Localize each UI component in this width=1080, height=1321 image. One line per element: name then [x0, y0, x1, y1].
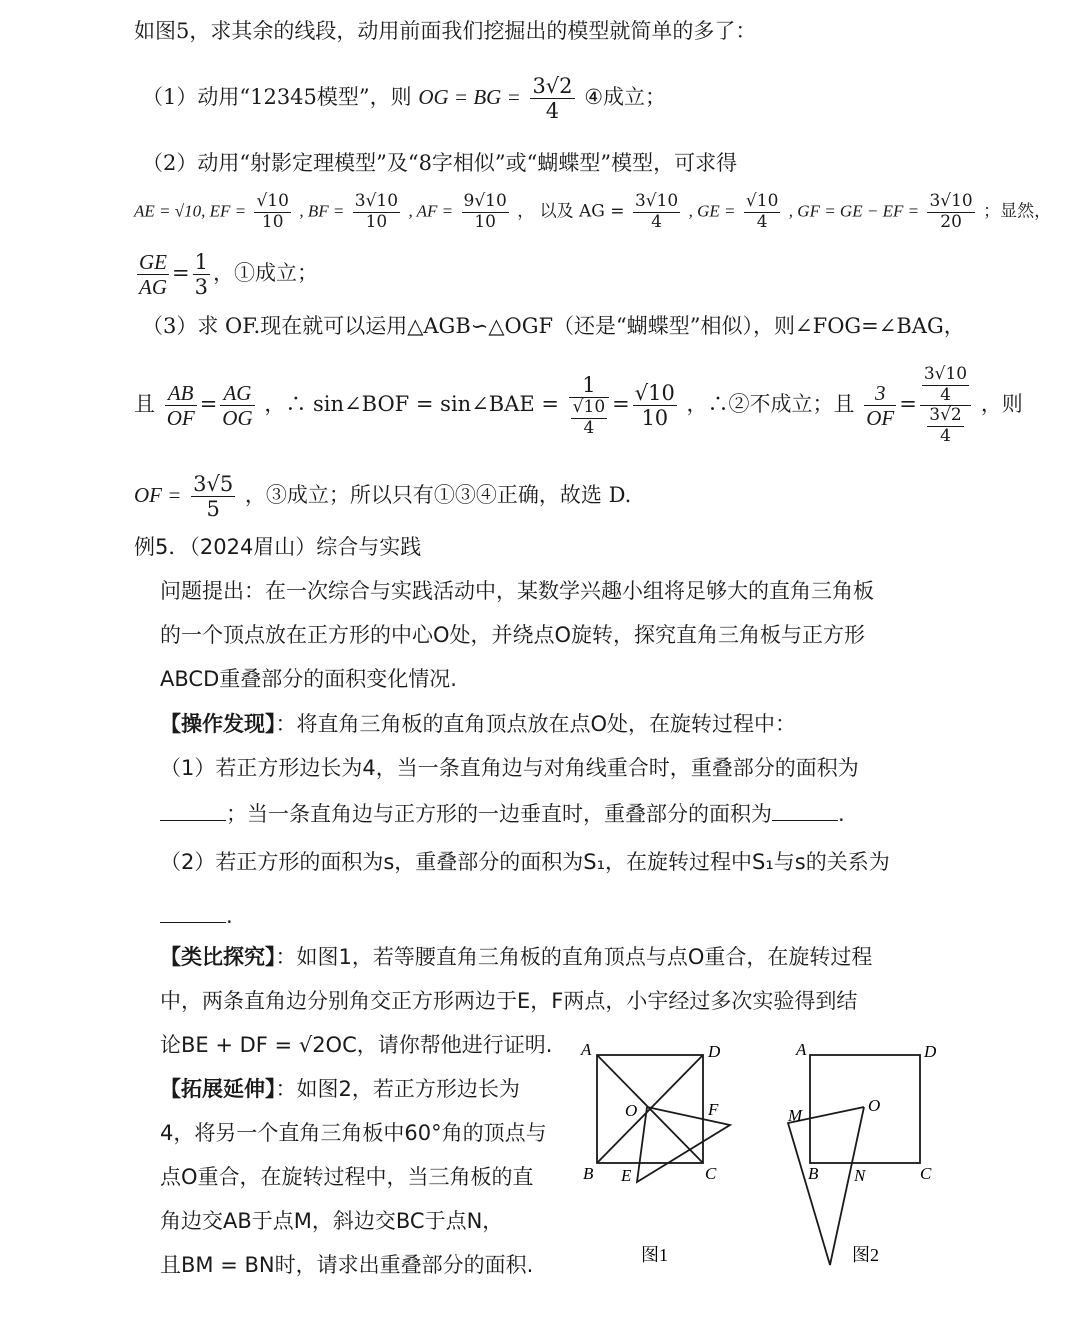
fig2-label-n: N — [854, 1166, 866, 1185]
fig2-label-c: C — [920, 1164, 932, 1183]
fig1-label-o: O — [625, 1101, 638, 1120]
answer-blank-3[interactable] — [160, 904, 226, 923]
operation-line: 【操作发现】：将直角三角板的直角顶点放在点O处，在旋转过程中： — [160, 712, 797, 736]
fig1-label-a: A — [581, 1040, 592, 1059]
problem-line-2: 的一个顶点放在正方形的中心O处，并绕点O旋转，探究直角三角板与正方形 — [160, 623, 866, 647]
answer-blank-2[interactable] — [772, 802, 838, 821]
fig1-caption: 图1 — [641, 1245, 668, 1265]
question-2: （2）若正方形的面积为s，重叠部分的面积为S₁，在旋转过程中S₁与s的关系为 — [160, 850, 890, 874]
fig2-label-b: B — [808, 1164, 819, 1183]
fig1-label-d: D — [708, 1042, 721, 1061]
analog-line-1: 【类比探究】：如图1，若等腰直角三角板的直角顶点与点O重合，在旋转过程 — [160, 945, 873, 969]
extension-line-1: 【拓展延伸】：如图2，若正方形边长为 — [160, 1077, 520, 1101]
example-title: 例5．（2024眉山）综合与实践 — [134, 535, 422, 559]
fig2-label-m: M — [788, 1106, 803, 1125]
step1-line — [142, 74, 666, 123]
fig1-label-b: B — [583, 1164, 594, 1183]
fig2-triangle — [788, 1107, 864, 1265]
step3-result: OF = $\frac{3√5}{5}$ ，③成立；所以只有①③④正确，故选 D. — [134, 472, 632, 522]
extension-line-5: 且BM = BN时，请求出重叠部分的面积. — [160, 1253, 534, 1277]
step3-line1: （3）求 OF.现在就可以运用△AGB∽△OGF（还是“蝴蝶型”相似），则∠FOG=∠BAG， — [142, 314, 965, 338]
step3-equations: 且 $\frac{AB}{OF}$ = $\frac{AG}{OG}$ ，∴ sin∠BOF = sin∠BAE = $\frac{1}{\frac{√10}{4}}$ = $\frac{√10}{10}$ ，∴②不成立；且 $\frac{3}{OF}$ = $\frac{\frac{3√10}{4}}{\frac{3√2}{4}}$ ，则 — [134, 364, 1023, 446]
step1-label: （1）动用“12345模型”，则 — [142, 85, 412, 110]
figure-1 — [575, 1035, 745, 1275]
answer-blank-1[interactable] — [160, 802, 226, 821]
fig1-label-c: C — [705, 1164, 717, 1183]
step2-equations: AE = √10, EF = $\frac{√10}{10}$ , BF = $\frac{3√10}{10}$ , AF = $\frac{9√10}{10}$ ， 以及 AG = $\frac{3√10}{4}$ , GE = $\frac{√10}{4}$ , GF = GE − EF = $\frac{3√10}{20}$ ；显然， — [134, 191, 1052, 232]
question-1a: （1）若正方形边长为4，当一条直角边与对角线重合时，重叠部分的面积为 — [160, 756, 859, 780]
step2-label: （2）动用“射影定理模型”及“8字相似”或“蝴蝶型”模型，可求得 — [142, 151, 738, 175]
fig2-label-o: O — [868, 1096, 881, 1115]
fig1-label-e: E — [621, 1166, 632, 1185]
extension-line-3: 点O重合，在旋转过程中，当三角板的直 — [160, 1165, 534, 1189]
problem-line-3: ABCD重叠部分的面积变化情况. — [160, 667, 457, 691]
problem-line-1: 问题提出：在一次综合与实践活动中，某数学兴趣小组将足够大的直角三角板 — [160, 579, 874, 603]
step1-eq: OG = BG = — [418, 85, 521, 110]
figure-2 — [780, 1035, 950, 1275]
step1-fraction: $\frac{3√2}{4}$ — [532, 74, 573, 124]
extension-line-2: 4，将另一个直角三角板中60°角的顶点与 — [160, 1121, 547, 1145]
intro-text: 如图5，求其余的线段，动用前面我们挖掘出的模型就简单的多了： — [134, 19, 757, 43]
question-2-blank: . — [160, 904, 233, 927]
fig2-caption: 图2 — [852, 1245, 879, 1265]
analog-line-2: 中，两条直角边分别角交正方形两边于E，F两点，小宇经过多次实验得到结 — [160, 989, 858, 1013]
fig1-label-f: F — [708, 1100, 719, 1119]
step1-tail: ④成立； — [584, 85, 667, 110]
fig2-label-a: A — [796, 1040, 807, 1059]
fig2-square — [810, 1055, 920, 1163]
extension-line-4: 角边交AB于点M，斜边交BC于点N， — [160, 1209, 504, 1233]
fig2-label-d: D — [924, 1042, 937, 1061]
question-1b: ；当一条直角边与正方形的一边垂直时，重叠部分的面积为 . — [160, 802, 845, 825]
step2-ratio: $\frac{GE}{AG}$ = $\frac{1}{3}$ ，①成立； — [139, 250, 318, 300]
analog-line-3: 论BE + DF = √2OC，请你帮他进行证明. — [160, 1033, 553, 1057]
